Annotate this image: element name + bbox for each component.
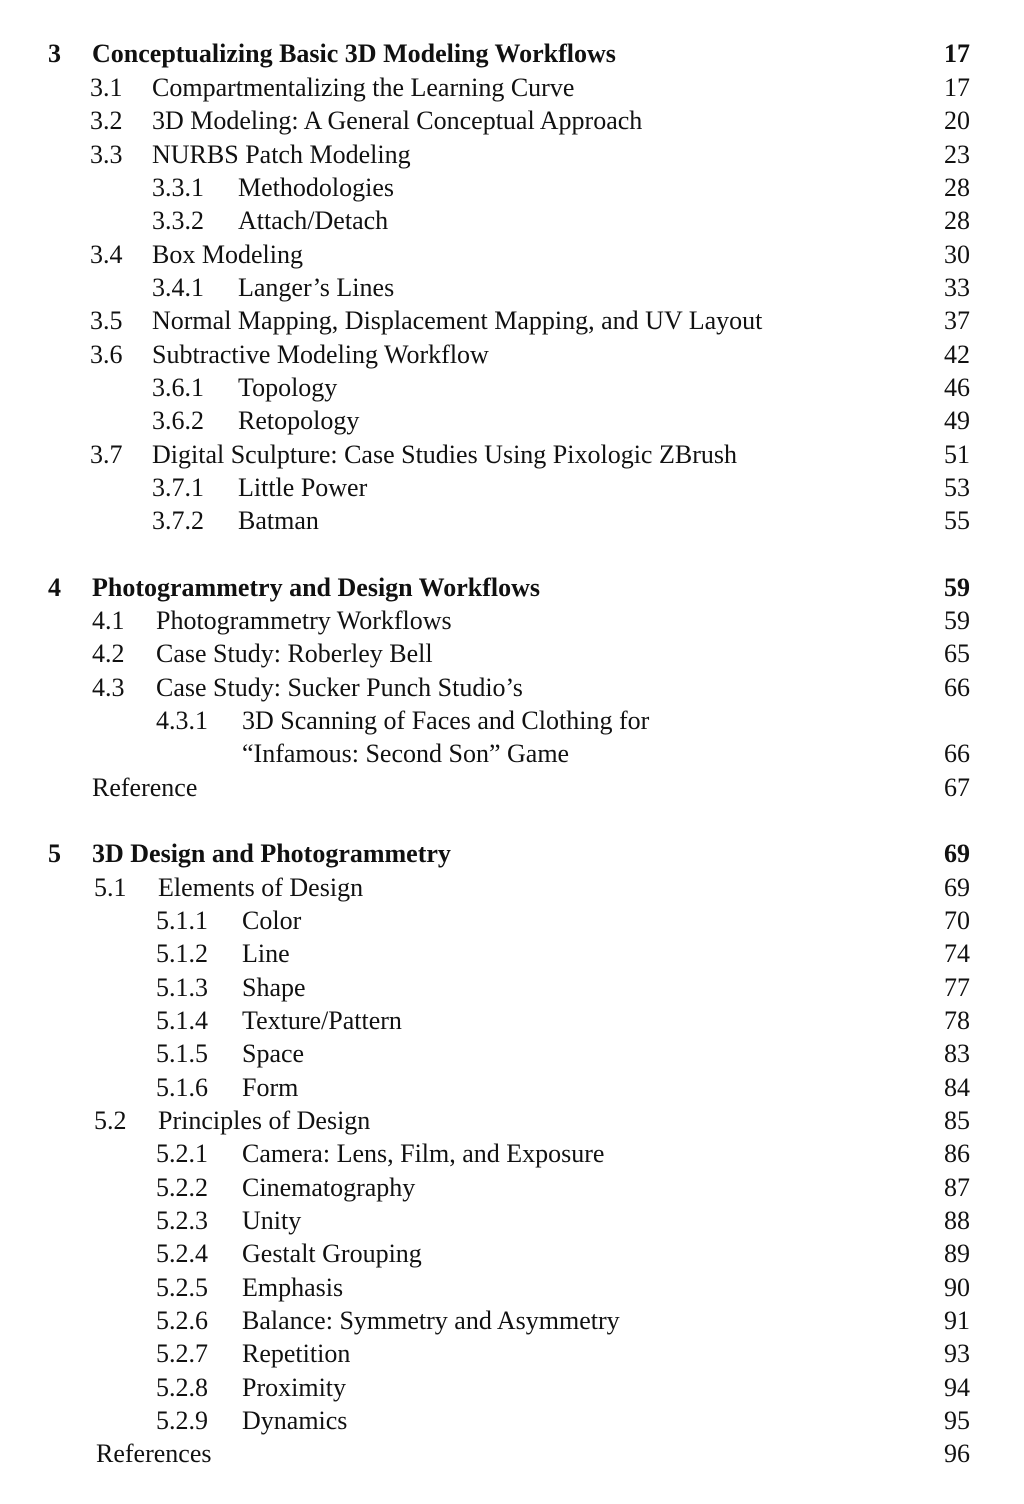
toc-entry-number: 4.1 [92,606,125,635]
toc-entry[interactable] [0,1104,1024,1138]
toc-entry-number: 4.3.1 [156,706,208,735]
toc-entry-number: 5.1.4 [156,1006,208,1035]
toc-entry[interactable] [0,971,1024,1005]
toc-entry-title: Repetition [242,1339,354,1368]
toc-page-number: 46 [944,373,970,402]
toc-entry-title: Box Modeling [152,240,307,269]
toc-page-number: 91 [944,1306,970,1335]
toc-page-number: 53 [944,473,970,502]
toc-entry-title: Batman [238,506,323,535]
toc-entry[interactable] [0,1337,1024,1371]
toc-entry[interactable] [0,671,1024,705]
toc-page-number: 17 [944,73,970,102]
toc-entry-number: 5.1.1 [156,906,208,935]
toc-entry-title: Texture/Pattern [242,1006,406,1035]
toc-entry-title: Balance: Symmetry and Asymmetry [242,1306,624,1335]
toc-entry[interactable] [0,904,1024,938]
toc-entry-number: 5.1.5 [156,1039,208,1068]
toc-entry[interactable] [0,871,1024,905]
toc-entry-number: 5.2.7 [156,1339,208,1368]
toc-entry[interactable] [0,371,1024,405]
toc-entry[interactable] [0,1037,1024,1071]
toc-entry-number: 5 [48,839,61,868]
toc-page-number: 66 [944,673,970,702]
toc-entry[interactable] [0,1437,1024,1471]
toc-entry-number: 5.1.2 [156,939,208,968]
toc-entry-number: 3.3 [90,140,123,169]
toc-entry-number: 3.4.1 [152,273,204,302]
toc-entry-title: Digital Sculpture: Case Studies Using Pixologic ZBrush [152,440,741,469]
toc-entry-title: Attach/Detach [238,206,392,235]
toc-entry-title: Form [242,1073,302,1102]
toc-entry-number: 5.1.6 [156,1073,208,1102]
toc-entry-title: 3D Scanning of Faces and Clothing for [242,706,653,735]
toc-entry[interactable] [0,204,1024,238]
toc-page-number: 96 [944,1439,970,1468]
toc-entry[interactable] [0,171,1024,205]
toc-entry[interactable] [0,771,1024,805]
toc-entry[interactable] [0,1071,1024,1105]
toc-entry-title: Color [242,906,305,935]
toc-page-number: 65 [944,639,970,668]
toc-page-number: 84 [944,1073,970,1102]
toc-entry-title: Line [242,939,294,968]
toc-entry-number: 3 [48,39,61,68]
toc-entry-number: 5.1.3 [156,973,208,1002]
toc-page-number: 33 [944,273,970,302]
toc-entry-title: Normal Mapping, Displacement Mapping, and UV Layout [152,306,766,335]
toc-entry-title: Conceptualizing Basic 3D Modeling Workflows [92,39,620,68]
toc-entry-title: Elements of Design [158,873,367,902]
toc-entry[interactable] [0,1204,1024,1238]
toc-entry-title: Photogrammetry Workflows [156,606,456,635]
toc-page-number: 93 [944,1339,970,1368]
toc-entry-number: 3.6 [90,340,123,369]
toc-entry-number: 5.2.1 [156,1139,208,1168]
toc-page-number: 55 [944,506,970,535]
toc-entry[interactable] [0,1404,1024,1438]
toc-entry-number: 5.2.3 [156,1206,208,1235]
toc-entry-title: NURBS Patch Modeling [152,140,415,169]
toc-entry-number: 3.5 [90,306,123,335]
toc-entry-number: 5.2.8 [156,1373,208,1402]
toc-page-number: 85 [944,1106,970,1135]
toc-entry[interactable] [0,704,1024,738]
toc-entry-number: 3.7 [90,440,123,469]
toc-entry-number: 3.1 [90,73,123,102]
toc-entry-title: Methodologies [238,173,398,202]
toc-entry[interactable] [0,604,1024,638]
toc-entry-number: 4.3 [92,673,125,702]
toc-entry-title: References [96,1439,215,1468]
toc-entry-number: 5.2.9 [156,1406,208,1435]
toc-page-number: 28 [944,206,970,235]
toc-entry-number: 3.7.1 [152,473,204,502]
toc-page-number: 67 [944,773,970,802]
toc-page-number: 23 [944,140,970,169]
toc-entry-title: 3D Modeling: A General Conceptual Approach [152,106,646,135]
toc-page-number: 20 [944,106,970,135]
toc-page-number: 87 [944,1173,970,1202]
toc-entry-title: Case Study: Sucker Punch Studio’s [156,673,527,702]
toc-entry[interactable] [0,1304,1024,1338]
toc-entry-title: Camera: Lens, Film, and Exposure [242,1139,608,1168]
toc-page-number: 37 [944,306,970,335]
toc-page-number: 86 [944,1139,970,1168]
toc-entry-number: 5.2.4 [156,1239,208,1268]
toc-page-number: 89 [944,1239,970,1268]
toc-entry[interactable] [0,504,1024,538]
toc-page-number: 30 [944,240,970,269]
toc-page-number: 70 [944,906,970,935]
toc-entry-title: Gestalt Grouping [242,1239,426,1268]
toc-entry[interactable] [0,637,1024,671]
toc-entry-title: Unity [242,1206,305,1235]
toc-page-number: 77 [944,973,970,1002]
toc-page-number: 49 [944,406,970,435]
toc-entry[interactable] [0,271,1024,305]
toc-entry-number: 5.2.5 [156,1273,208,1302]
toc-entry-number: 3.4 [90,240,123,269]
toc-entry-title: Shape [242,973,310,1002]
toc-entry-number: 5.2 [94,1106,127,1135]
toc-page-number: 17 [944,39,970,68]
toc-entry-number: 3.6.2 [152,406,204,435]
toc-entry-number: 3.6.1 [152,373,204,402]
toc-entry-title: Langer’s Lines [238,273,398,302]
toc-page-number: 69 [944,839,970,868]
toc-entry[interactable] [0,471,1024,505]
toc-entry[interactable] [0,1371,1024,1405]
toc-page-number: 94 [944,1373,970,1402]
toc-page-number: 78 [944,1006,970,1035]
toc-page-number: 74 [944,939,970,968]
toc-entry-number: 4.2 [92,639,125,668]
toc-entry-title: Dynamics [242,1406,351,1435]
toc-entry-number: 3.7.2 [152,506,204,535]
toc-entry-title: Emphasis [242,1273,347,1302]
toc-entry-title: Compartmentalizing the Learning Curve [152,73,578,102]
toc-page-number: 51 [944,440,970,469]
toc-page-number: 88 [944,1206,970,1235]
toc-page-number: 59 [944,573,970,602]
toc-page-number: 95 [944,1406,970,1435]
toc-entry-number: 5.2.2 [156,1173,208,1202]
toc-entry-title: Little Power [238,473,371,502]
toc-page-number: 90 [944,1273,970,1302]
toc-entry[interactable] [0,304,1024,338]
toc-entry-title: Reference [92,773,201,802]
toc-entry[interactable] [0,71,1024,105]
toc-entry[interactable] [0,138,1024,172]
toc-entry-title: Space [242,1039,308,1068]
toc-page-number: 83 [944,1039,970,1068]
toc-entry[interactable] [0,1137,1024,1171]
toc-page-number: 66 [944,739,970,768]
toc-entry-title: Topology [238,373,341,402]
toc-entry-title: 3D Design and Photogrammetry [92,839,455,868]
toc-entry[interactable] [0,737,1024,771]
toc-entry-title: Retopology [238,406,363,435]
toc-entry[interactable] [0,1171,1024,1205]
toc-entry-number: 5.2.6 [156,1306,208,1335]
toc-entry[interactable] [0,404,1024,438]
toc-entry[interactable] [0,104,1024,138]
toc-entry[interactable] [0,937,1024,971]
toc-entry-number: 3.3.2 [152,206,204,235]
toc-entry-title: Proximity [242,1373,350,1402]
toc-entry-number: 3.2 [90,106,123,135]
toc-entry[interactable] [0,1004,1024,1038]
toc-entry-title: Photogrammetry and Design Workflows [92,573,544,602]
toc-entry-number: 3.3.1 [152,173,204,202]
toc-entry-title: “Infamous: Second Son” Game [242,739,573,768]
toc-page-number: 69 [944,873,970,902]
toc-chapter[interactable] [0,37,1024,71]
toc-entry-number: 5.1 [94,873,127,902]
toc-entry-title: Subtractive Modeling Workflow [152,340,493,369]
toc-entry-number: 4 [48,573,61,602]
toc-entry[interactable] [0,1271,1024,1305]
toc-entry[interactable] [0,238,1024,272]
toc-entry[interactable] [0,1237,1024,1271]
toc-chapter[interactable] [0,571,1024,605]
toc-chapter[interactable] [0,837,1024,871]
toc-page-number: 42 [944,340,970,369]
toc-entry[interactable] [0,338,1024,372]
toc-entry-title: Cinematography [242,1173,419,1202]
toc-entry-title: Case Study: Roberley Bell [156,639,437,668]
toc-entry[interactable] [0,438,1024,472]
toc-entry-title: Principles of Design [158,1106,374,1135]
toc-page-number: 28 [944,173,970,202]
toc-page-number: 59 [944,606,970,635]
